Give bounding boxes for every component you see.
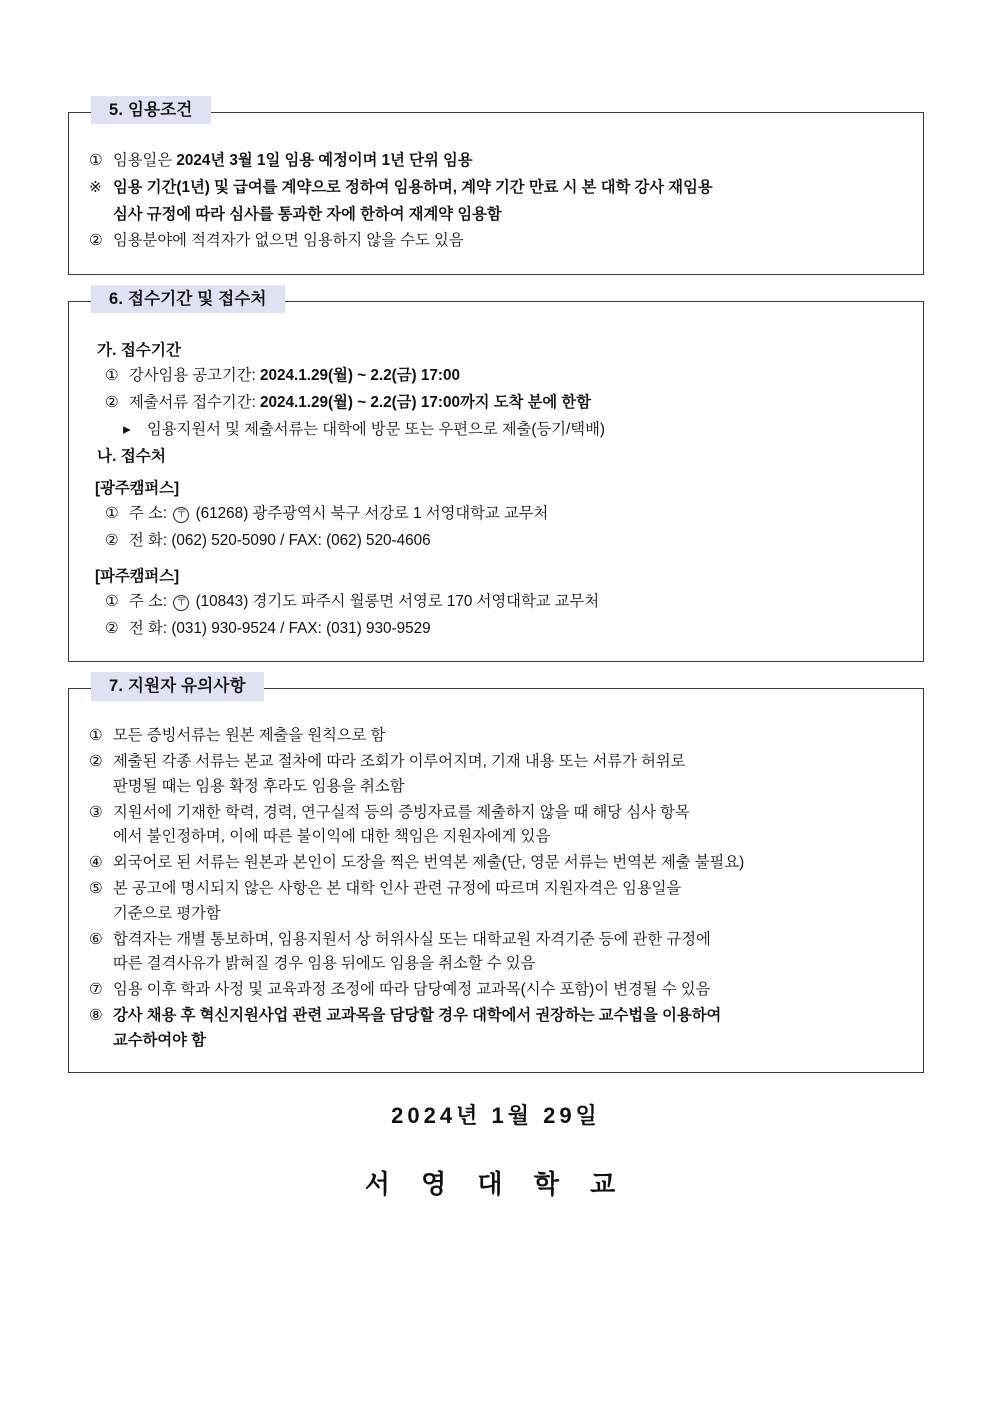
section-7-item-line: 기준으로 평가함	[113, 904, 221, 922]
section-7-item-line: 판명될 때는 임용 확정 후라도 임용을 취소함	[113, 777, 405, 795]
section-7-title: 7. 지원자 유의사항	[91, 672, 264, 700]
section-application-period-and-place	[68, 290, 924, 662]
section-7-item	[89, 724, 903, 749]
list-marker: ①	[105, 592, 119, 610]
section-5-note-line-2	[89, 203, 903, 228]
list-marker: ①	[89, 152, 103, 169]
list-marker: ①	[105, 367, 119, 385]
campus-paju-phone	[89, 617, 903, 642]
section-7-item-line: 제출된 각종 서류는 본교 절차에 따라 조회가 이루어지며, 기재 내용 또는 서류가 허위로	[113, 753, 686, 771]
section-5-note-line-1	[89, 176, 903, 201]
address-label: 주 소:	[129, 505, 168, 523]
list-marker: ③	[89, 803, 103, 821]
postal-mark-icon: 〒	[173, 507, 189, 523]
list-marker: ⑧	[89, 1006, 103, 1024]
section-7-item-text	[113, 877, 903, 927]
section-6-a-item-1-prefix: 강사임용 공고기간:	[129, 367, 260, 385]
section-6-body	[69, 302, 923, 661]
section-7-item-text: 모든 증빙서류는 원본 제출을 원칙으로 함	[113, 727, 386, 745]
note-marker: ※	[89, 178, 102, 196]
section-5-item-1-prefix: 임용일은	[113, 152, 177, 169]
section-6-sub-a-title: 가. 접수기간	[97, 342, 181, 360]
section-7-item	[89, 877, 903, 927]
footer-date: 2024년 1월 29일	[391, 1103, 601, 1129]
phone-value: (031) 930-9524 / FAX: (031) 930-9529	[171, 619, 431, 637]
section-7-item	[89, 978, 903, 1003]
section-appointment-conditions	[68, 101, 924, 275]
section-6-a-item-1-bold: 2024.1.29(월) ~ 2.2(금) 17:00	[259, 367, 461, 385]
address-value: (10843) 경기도 파주시 월롱면 서영로 170 서영대학교 교무처	[195, 592, 600, 610]
section-7-item-text	[113, 750, 903, 800]
list-marker: ⑤	[89, 880, 103, 898]
phone-label: 전 화:	[129, 619, 168, 637]
section-7-item	[89, 750, 903, 800]
section-5-item-1	[89, 149, 903, 174]
section-7-item	[89, 801, 903, 851]
list-marker: ②	[89, 753, 103, 771]
section-7-item-text	[113, 801, 903, 851]
section-7-item-line: 지원서에 기재한 학력, 경력, 연구실적 등의 증빙자료를 제출하지 않을 때 해당 심사 항목	[113, 803, 690, 821]
campus-label-gwangju: [광주캠퍼스]	[95, 480, 180, 498]
section-5-title: 5. 임용조건	[91, 96, 211, 124]
list-marker: ②	[105, 532, 119, 550]
list-marker: ⑥	[89, 930, 103, 948]
section-7-item-text	[113, 1004, 903, 1054]
address-label: 주 소:	[129, 592, 168, 610]
document-footer	[68, 1099, 924, 1201]
section-7-body	[69, 689, 923, 1072]
bullet-arrow-icon: ▸	[123, 420, 131, 438]
list-marker: ④	[89, 854, 103, 872]
section-6-a-item-1	[89, 364, 903, 389]
postal-mark-icon: 〒	[173, 595, 189, 611]
section-6-a-item-2-prefix: 제출서류 접수기간:	[129, 393, 260, 411]
section-7-item	[89, 851, 903, 876]
section-6-a-item-3-text: 임용지원서 및 제출서류는 대학에 방문 또는 우편으로 제출(등기/택배)	[147, 420, 605, 438]
section-7-item-line: 따른 결격사유가 밝혀질 경우 임용 뒤에도 임용을 취소할 수 있음	[113, 955, 536, 973]
section-5-item-2-text: 임용분야에 적격자가 없으면 임용하지 않을 수도 있음	[113, 232, 464, 250]
section-6-a-item-3	[89, 418, 903, 443]
campus-label-paju: [파주캠퍼스]	[95, 567, 180, 585]
section-5-note-text-1: 임용 기간(1년) 및 급여를 계약으로 정하여 임용하며, 계약 기간 만료 시 본 대학 강사 재임용	[113, 178, 713, 196]
section-7-item-text: 외국어로 된 서류는 원본과 본인이 도장을 찍은 번역본 제출(단, 영문 서류는 번역본 제출 불필요)	[113, 854, 745, 872]
section-7-item-text: 임용 이후 학과 사정 및 교육과정 조정에 따라 담당예정 교과목(시수 포함)이 변경될 수 있음	[113, 981, 711, 999]
section-6-title: 6. 접수기간 및 접수처	[91, 285, 285, 313]
footer-organization: 서 영 대 학 교	[364, 1169, 628, 1200]
list-marker: ②	[89, 232, 103, 250]
section-5-note-text-2: 심사 규정에 따라 심사를 통과한 자에 한하여 재계약 임용함	[113, 205, 502, 223]
section-7-item-text	[113, 928, 903, 978]
section-6-a-item-1-text	[129, 364, 903, 389]
campus-gwangju-address-text	[129, 502, 903, 527]
section-5-item-1-bold: 2024년 3월 1일 임용 예정이며 1년 단위 임용	[176, 152, 473, 169]
list-marker: ②	[105, 619, 119, 637]
section-applicant-notes	[68, 677, 924, 1073]
campus-paju-address	[89, 590, 903, 615]
list-marker: ⑦	[89, 981, 103, 999]
section-5-item-1-text	[113, 149, 903, 174]
address-value: (61268) 광주광역시 북구 서강로 1 서영대학교 교무처	[195, 505, 549, 523]
section-7-item-line: 본 공고에 명시되지 않은 사항은 본 대학 인사 관련 규정에 따르며 지원자격은 임용일을	[113, 880, 682, 898]
section-7-item-line: 교수하여야 함	[113, 1031, 206, 1049]
campus-paju-address-text	[129, 590, 903, 615]
section-5-body	[69, 113, 923, 274]
list-marker: ①	[105, 505, 119, 523]
section-6-a-item-2-bold: 2024.1.29(월) ~ 2.2(금) 17:00까지 도착 분에 한함	[259, 393, 591, 411]
campus-paju-phone-text	[129, 617, 903, 642]
section-7-item-line: 강사 채용 후 혁신지원사업 관련 교과목을 담당할 경우 대학에서 권장하는 교수법을 이용하여	[113, 1006, 722, 1024]
list-marker: ①	[89, 727, 103, 745]
list-marker: ②	[105, 393, 119, 411]
section-6-sub-b-title: 나. 접수처	[97, 448, 166, 466]
section-6-a-item-2	[89, 391, 903, 416]
section-6-a-item-2-text	[129, 391, 903, 416]
phone-label: 전 화:	[129, 532, 168, 550]
phone-value: (062) 520-5090 / FAX: (062) 520-4606	[171, 532, 431, 550]
campus-gwangju-phone	[89, 529, 903, 554]
campus-gwangju-address	[89, 502, 903, 527]
section-7-item-line: 합격자는 개별 통보하며, 임용지원서 상 허위사실 또는 대학교원 자격기준 등에 관한 규정에	[113, 930, 711, 948]
section-7-item	[89, 1004, 903, 1054]
campus-gwangju-phone-text	[129, 529, 903, 554]
section-5-item-2	[89, 229, 903, 254]
section-7-item-line: 에서 불인정하며, 이에 따른 불이익에 대한 책임은 지원자에게 있음	[113, 828, 551, 846]
section-7-item	[89, 928, 903, 978]
